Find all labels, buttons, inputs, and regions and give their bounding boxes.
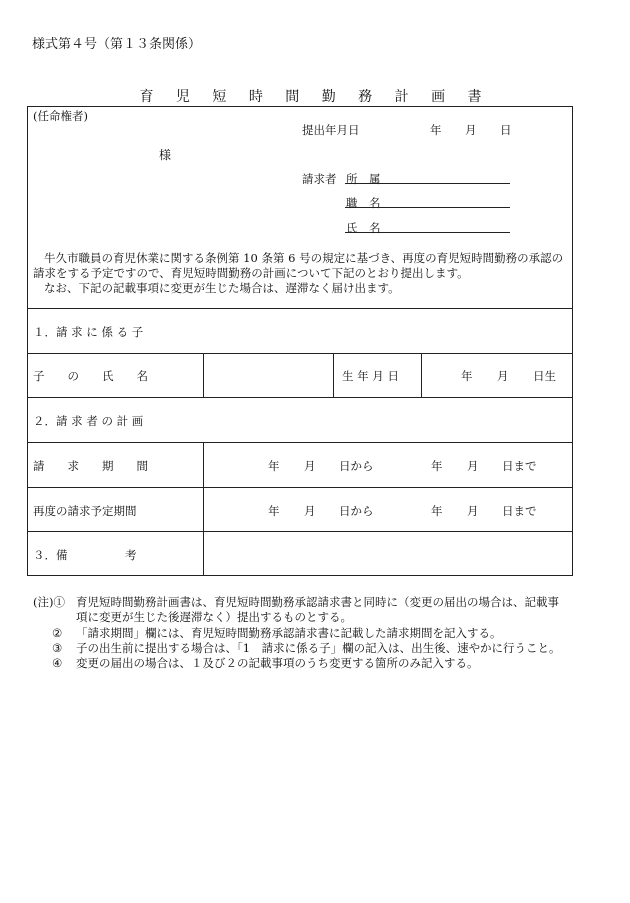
addressee-label: (任命権者) [33,109,88,123]
body-text-line1: 牛久市職員の育児休業に関する条例第 10 条第 6 号の規定に基づき、再度の育児短時間勤務の承認の [44,251,564,265]
remarks-field[interactable] [205,533,571,574]
period-start-year: 年 [268,459,280,473]
affiliation-label: 所 属 [346,172,381,186]
repeat-end-day: 日まで [502,504,537,518]
submission-day: 日 [500,123,512,137]
note-4-text: 変更の届出の場合は、１及び２の記載事項のうち変更する箇所のみ記入する。 [76,656,479,670]
section-plan-heading: ２．請 求 者 の 計 画 [33,414,144,428]
submission-month: 月 [465,123,477,137]
note-4-marker: ④ [52,656,63,670]
repeat-end-year: 年 [431,504,443,518]
period-start-month: 月 [304,459,316,473]
divider-period-row [27,487,573,488]
divider-birth-label [421,353,422,397]
divider-child-name [333,353,334,397]
repeat-period-label: 再度の請求予定期間 [33,504,137,518]
period-label: 請 求 期 間 [33,459,148,473]
name-label: 氏 名 [346,221,381,235]
repeat-start-year: 年 [268,504,280,518]
repeat-start-day: 日から [339,504,374,518]
child-name-label: 子 の 氏 名 [33,369,148,383]
requester-label: 請求者 [302,172,337,186]
divider-upper [27,308,573,309]
period-end-month: 月 [467,459,479,473]
period-end-day: 日まで [502,459,537,473]
repeat-start-month: 月 [304,504,316,518]
name-field[interactable] [345,232,510,233]
divider-plan-heading [27,442,573,443]
remarks-label: ３．備 考 [33,548,137,562]
birth-year: 年 [461,369,473,383]
note-1-line1: 育児短時間勤務計画書は、育児短時間勤務承認請求書と同時に（変更の届出の場合は、記載事 [76,595,559,609]
body-text-line2: 請求をする予定ですので、育児短時間勤務の計画について下記のとおり提出します。 [33,266,469,280]
section-child-heading: １．請 求 に 係 る 子 [33,325,144,339]
notes-prefix: (注)① [33,595,65,609]
note-2-marker: ② [52,626,63,640]
divider-child-row [27,397,573,398]
addressee-honorific: 様 [159,148,172,162]
note-3-marker: ③ [52,641,63,655]
note-1-line2: 項に変更が生じた後遅滞なく）提出するものとする。 [76,610,352,624]
divider-plan-labels [203,442,204,576]
repeat-end-month: 月 [467,504,479,518]
divider-child-label [203,353,204,397]
birth-month: 月 [497,369,509,383]
birth-day-suffix: 日生 [533,369,556,383]
period-end-year: 年 [431,459,443,473]
document-title: 育 児 短 時 間 勤 務 計 画 書 [139,89,491,105]
note-2-text: 「請求期間」欄には、育児短時間勤務承認請求書に記載した請求期間を記入する。 [76,626,502,640]
note-3-text: 子の出生前に提出する場合は、「1 請求に係る子」欄の記入は、出生後、速やかに行うこと。 [76,641,561,655]
period-start-day: 日から [339,459,374,473]
position-field[interactable] [345,207,510,208]
form-number: 様式第４号（第１３条関係） [32,37,202,52]
submission-year: 年 [430,123,442,137]
affiliation-field[interactable] [345,183,510,184]
birth-date-label: 生 年 月 日 [342,369,399,383]
submission-date-label: 提出年月日 [302,123,360,137]
divider-repeat-row [27,531,573,532]
position-label: 職 名 [346,196,381,210]
body-text-line3: なお、下記の記載事項に変更が生じた場合は、遅滞なく届け出ます。 [44,281,400,295]
child-name-field[interactable] [205,354,332,396]
